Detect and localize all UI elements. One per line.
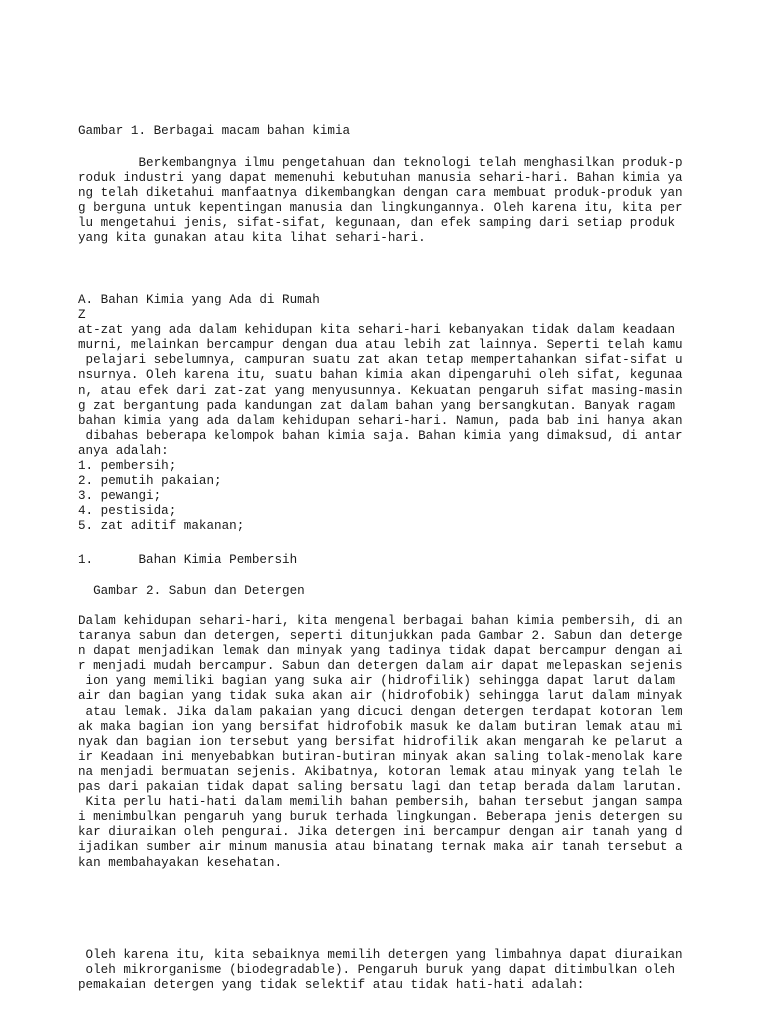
text-line: dibahas beberapa kelompok bahan kimia saja. Bahan kimia yang dimaksud, di antar: [78, 428, 683, 443]
drop-letter: Z: [78, 308, 86, 323]
text-line: taranya sabun dan detergen, seperti ditunjukkan pada Gambar 2. Sabun dan deterge: [78, 629, 683, 644]
text-line: Dalam kehidupan sehari-hari, kita mengenal berbagai bahan kimia pembersih, di an: [78, 614, 683, 628]
text-line: nyak dan bagian ion tersebut yang bersifat hidrofilik akan mengarah ke pelarut a: [78, 734, 683, 749]
text-line: g zat bergantung pada kandungan zat dalam bahan yang bersangkutan. Banyak ragam: [78, 398, 676, 413]
text-line: ion yang memiliki bagian yang suka air (hidrofilik) sehingga dapat larut dalam: [78, 674, 676, 689]
text-line: n, atau efek dari zat-zat yang menyusunnya. Kekuatan pengaruh sifat masing-masin: [78, 383, 683, 398]
list-item: 3. pewangi;: [78, 489, 162, 504]
text-line: g berguna untuk kepentingan manusia dan lingkungannya. Oleh karena itu, kita per: [78, 201, 683, 216]
text-line: roduk industri yang dapat memenuhi kebutuhan manusia sehari-hari. Bahan kimia ya: [78, 171, 683, 186]
text-line: lu mengetahui jenis, sifat-sifat, kegunaan, dan efek samping dari setiap produk: [78, 216, 676, 231]
chemical-list: [78, 459, 698, 534]
text-line: murni, melainkan bercampur dengan dua atau lebih zat lainnya. Seperti telah kamu: [78, 338, 683, 353]
text-line: ng telah diketahui manfaatnya dikembangkan dengan cara membuat produk-produk yan: [78, 186, 683, 201]
text-line: pelajari sebelumnya, campuran suatu zat akan tetap mempertahankan sifat-sifat u: [78, 353, 683, 368]
text-line: ir Keadaan ini menyebabkan butiran-butiran minyak akan saling tolak-menolak kare: [78, 749, 683, 764]
text-line: na menjadi bermuatan sejenis. Akibatnya, kotoran lemak atau minyak yang telah le: [78, 764, 683, 779]
section-a: [78, 293, 698, 535]
text-line: ak maka bagian ion yang bersifat hidrofobik masuk ke dalam butiran lemak atau mi: [78, 719, 683, 734]
figure-2-caption: Gambar 2. Sabun dan Detergen: [78, 584, 305, 598]
closing-paragraph: [78, 948, 698, 993]
text-line: bahan kimia yang ada dalam kehidupan sehari-hari. Namun, pada bab ini hanya akan: [78, 413, 683, 428]
list-item: 2. pemutih pakaian;: [78, 474, 222, 489]
list-item: 4. pestisida;: [78, 504, 177, 519]
text-line: kan membahayakan kesehatan.: [78, 855, 283, 870]
text-line: ijadikan sumber air minum manusia atau binatang ternak maka air tanah tersebut a: [78, 840, 683, 855]
text-line: pemakaian detergen yang tidak selektif atau tidak hati-hati adalah:: [78, 978, 585, 993]
text-line: Oleh karena itu, kita sebaiknya memilih detergen yang limbahnya dapat diuraikan: [78, 948, 683, 962]
intro-paragraph: [78, 156, 698, 247]
text-line: atau lemak. Jika dalam pakaian yang dicuci dengan detergen terdapat kotoran lem: [78, 704, 683, 719]
text-line: nsurnya. Oleh karena itu, suatu bahan kimia akan dipengaruhi oleh sifat, kegunaa: [78, 368, 683, 383]
text-line: r menjadi mudah bercampur. Sabun dan detergen dalam air dapat melepaskan sejenis: [78, 659, 683, 674]
text-line: kar diuraikan oleh pengurai. Jika detergen ini bercampur dengan air tanah yang d: [78, 825, 683, 840]
figure-1-caption: Gambar 1. Berbagai macam bahan kimia: [78, 124, 351, 138]
list-item: 1. pembersih;: [78, 459, 177, 474]
text-line: oleh mikrorganisme (biodegradable). Pengaruh buruk yang dapat ditimbulkan oleh: [78, 963, 676, 978]
text-line: yang kita gunakan atau kita lihat sehari-hari.: [78, 231, 426, 246]
subsection-1-heading: 1. Bahan Kimia Pembersih: [78, 553, 298, 567]
text-line: pas dari pakaian tidak dapat saling bersatu lagi dan tetap berada dalam larutan.: [78, 780, 683, 795]
text-line: at-zat yang ada dalam kehidupan kita sehari-hari kebanyakan tidak dalam keadaan: [78, 323, 676, 338]
text-line: n dapat menjadikan lemak dan minyak yang tadinya tidak dapat bercampur dengan ai: [78, 644, 683, 659]
text-line: Berkembangnya ilmu pengetahuan dan teknologi telah menghasilkan produk-p: [78, 156, 683, 170]
text-line: Kita perlu hati-hati dalam memilih bahan pembersih, bahan tersebut jangan sampa: [78, 795, 683, 810]
text-line: anya adalah:: [78, 443, 169, 458]
list-item: 5. zat aditif makanan;: [78, 519, 245, 534]
section-a-heading: A. Bahan Kimia yang Ada di Rumah: [78, 293, 320, 307]
text-line: air dan bagian yang tidak suka akan air (hidrofobik) sehingga larut dalam minyak: [78, 689, 683, 704]
cleaning-paragraph: [78, 614, 698, 871]
text-line: i menimbulkan pengaruh yang buruk terhada lingkungan. Beberapa jenis detergen su: [78, 810, 683, 825]
